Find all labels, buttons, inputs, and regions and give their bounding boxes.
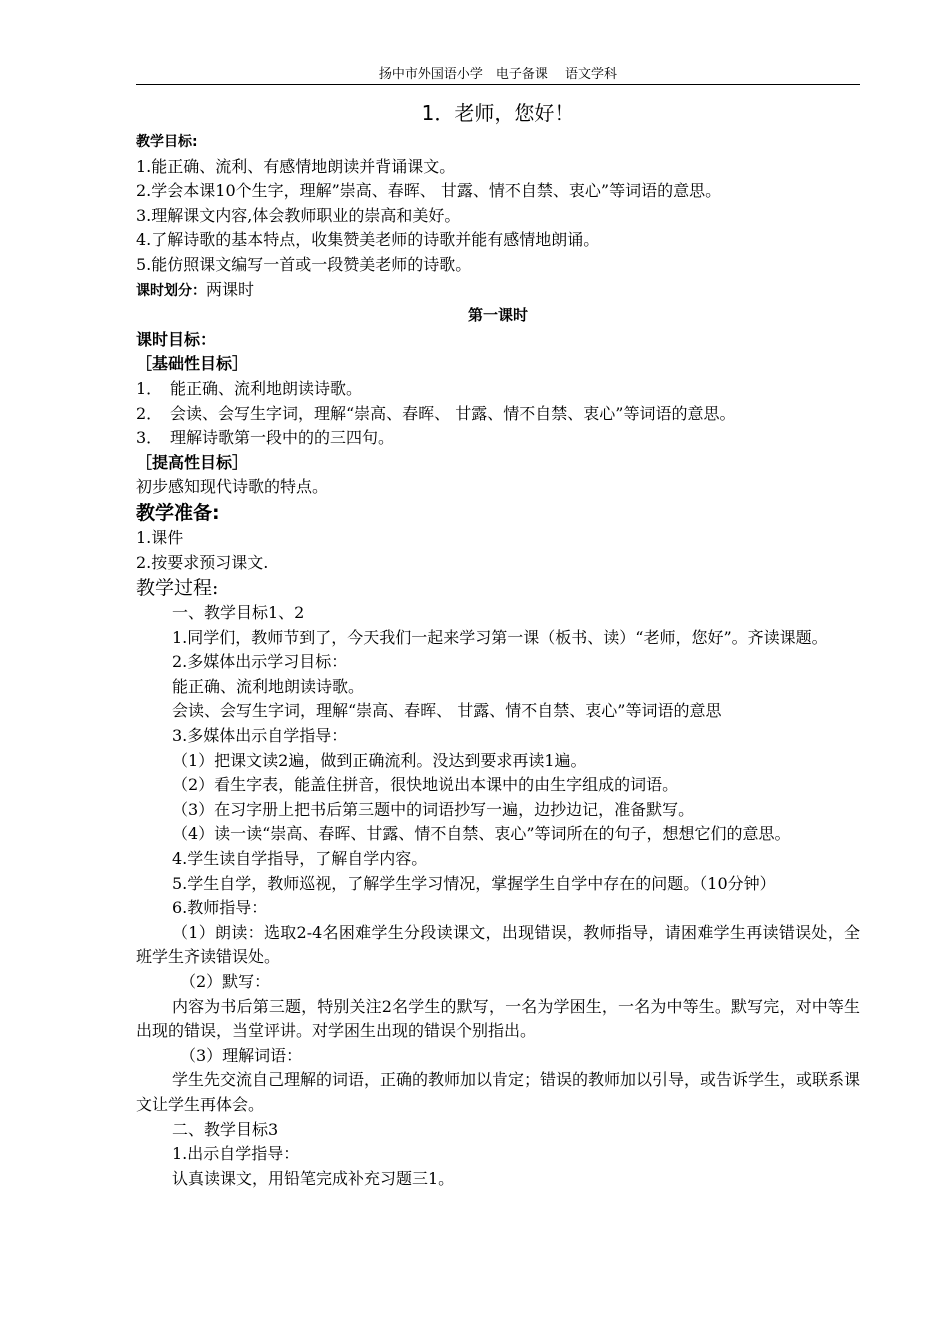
item-text: 能正确、流利地朗读诗歌。	[170, 378, 363, 398]
process-paragraph: （3）理解词语：	[180, 1045, 303, 1065]
objective-item: 2.学会本课10个生字，理解”崇高、春晖、 甘露、情不自禁、衷心”等词语的意思。	[136, 181, 722, 201]
item-number: 2．	[136, 403, 163, 423]
process-paragraph: 1.同学们，教师节到了，今天我们一起来学习第一课（板书、读）“老师，您好”。齐读课题。	[172, 627, 828, 647]
process-paragraph: （1）把课文读2遍，做到正确流利。没达到要求再读1遍。	[172, 750, 587, 770]
objective-item: 3.理解课文内容,体会教师职业的崇高和美好。	[136, 205, 461, 225]
advanced-goals-heading: ［提高性目标］	[136, 452, 249, 472]
objective-item: 5.能仿照课文编写一首或一段赞美老师的诗歌。	[136, 254, 472, 274]
schedule-value: 两课时	[206, 279, 255, 299]
process-paragraph: 学生先交流自己理解的词语，正确的教师加以肯定；错误的教师加以引导，或告诉学生，或联系课文让学生再体会。	[136, 1070, 861, 1114]
process-paragraph: （2）看生字表，能盖住拼音，很快地说出本课中的由生字组成的词语。	[172, 775, 679, 795]
goals-heading: 课时目标：	[136, 329, 217, 349]
process-paragraph: 6.教师指导：	[172, 898, 268, 918]
process-paragraph: 1.出示自学指导：	[172, 1144, 300, 1164]
process-section-heading: 二、教学目标3	[172, 1119, 279, 1139]
process-paragraph: 能正确、流利地朗读诗歌。	[172, 676, 365, 696]
objective-item: 1.能正确、流利、有感情地朗读并背诵课文。	[136, 156, 456, 176]
process-paragraph: 2.多媒体出示学习目标：	[172, 652, 348, 672]
header-rule	[136, 84, 860, 85]
lesson-title: 1．老师，您好！	[421, 101, 575, 125]
process-heading: 教学过程:	[136, 577, 219, 600]
basic-goal-item	[136, 402, 860, 427]
advanced-goal-text: 初步感知现代诗歌的特点。	[136, 477, 329, 497]
process-paragraph: 内容为书后第三题，特别关注2名学生的默写，一名为学困生，一名为中等生。默写完，对中等生出现的错误，当堂评讲。对学困生出现的错误个别指出。	[136, 996, 860, 1041]
prep-item: 1.课件	[136, 527, 184, 547]
prep-item: 2.按要求预习课文.	[136, 552, 269, 572]
item-text: 理解诗歌第一段中的的三四句。	[170, 428, 395, 448]
basic-goal-item	[136, 426, 860, 451]
prep-heading: 教学准备:	[136, 501, 220, 524]
process-paragraph: （3）在习字册上把书后第三题中的词语抄写一遍，边抄边记，准备默写。	[172, 799, 695, 819]
objective-item: 4.了解诗歌的基本特点，收集赞美老师的诗歌并能有感情地朗诵。	[136, 230, 600, 250]
process-paragraph: （2）默写：	[180, 972, 271, 991]
process-paragraph: （1）朗读：选取2-4名困难学生分段读课文，出现错误，教师指导，请困难学生再读错误处，全班学生齐读错误处。	[136, 922, 860, 967]
item-number: 3．	[136, 428, 163, 448]
schedule-line	[136, 278, 860, 304]
document-body	[136, 98, 860, 1191]
lesson1-title: 第一课时	[467, 306, 528, 325]
process-section-heading: 一、教学目标1、2	[172, 603, 305, 623]
process-paragraph: （4）读一读“崇高、春晖、甘露、情不自禁、衷心”等词所在的句子，想想它们的意思。	[172, 824, 791, 844]
process-paragraph: 5.学生自学，教师巡视，了解学生学习情况，掌握学生自学中存在的问题。（10分钟）	[172, 873, 776, 893]
basic-goals-heading: ［基础性目标］	[136, 354, 249, 374]
page-header: 扬中市外国语小学 电子备课 语文学科	[378, 67, 618, 82]
process-paragraph: 3.多媒体出示自学指导：	[172, 726, 348, 746]
item-number: 1．	[136, 378, 163, 398]
objectives-heading: 教学目标:	[136, 134, 198, 150]
process-paragraph: 认真读课文，用铅笔完成补充习题三1。	[172, 1168, 455, 1188]
schedule-label: 课时划分：	[136, 282, 206, 299]
basic-goal-item	[136, 377, 860, 402]
process-paragraph: 会读、会写生字词，理解“崇高、春晖、 甘露、情不自禁、衷心”等词语的意思	[172, 701, 722, 721]
process-paragraph: 4.学生读自学指导，了解自学内容。	[172, 849, 428, 869]
item-text: 会读、会写生字词，理解“崇高、春晖、 甘露、情不自禁、衷心”等词语的意思。	[170, 403, 736, 423]
